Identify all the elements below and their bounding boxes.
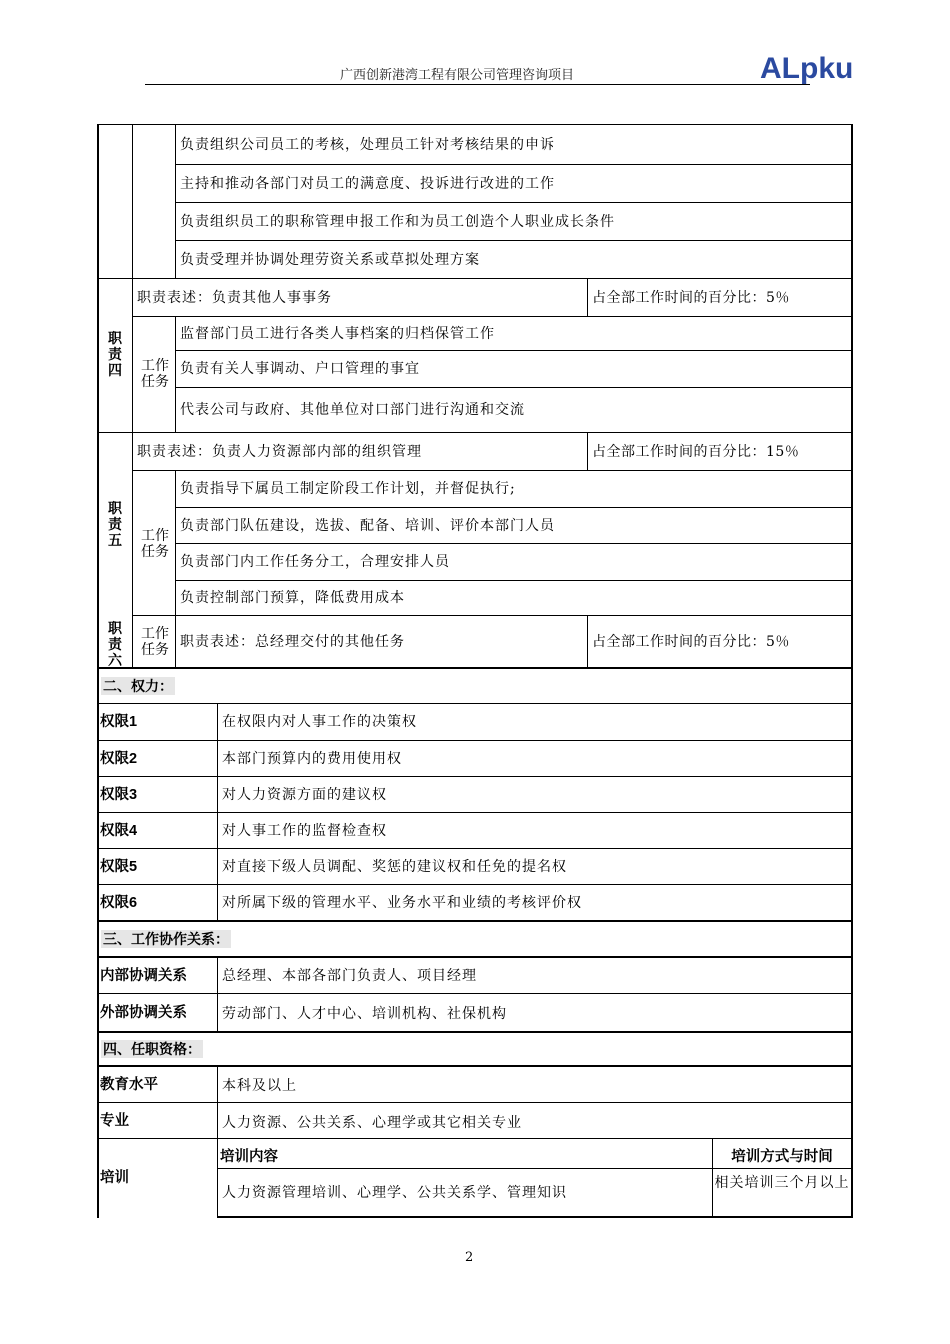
duty5-time-ratio: 占全部工作时间的百分比：15％ bbox=[592, 443, 800, 460]
education-text: 本科及以上 bbox=[222, 1078, 297, 1094]
duty5-task-label: 工作任务 bbox=[141, 528, 169, 560]
authority-label: 权限6 bbox=[100, 894, 138, 911]
duty3-task: 负责组织公司员工的考核，处理员工针对考核结果的申诉 bbox=[180, 136, 555, 153]
authority-text: 本部门预算内的费用使用权 bbox=[222, 750, 402, 767]
duty6-description: 职责表述：总经理交付的其他任务 bbox=[180, 633, 405, 650]
authority-label: 权限3 bbox=[100, 786, 138, 803]
duty4-time-ratio: 占全部工作时间的百分比：5％ bbox=[592, 289, 790, 306]
header-divider bbox=[145, 84, 810, 85]
page-number: 2 bbox=[465, 1250, 474, 1265]
authority-heading-text: 二、权力： bbox=[103, 678, 173, 694]
major-label: 专业 bbox=[100, 1112, 129, 1129]
duty4-task-label: 工作任务 bbox=[141, 358, 169, 390]
external-relations-text: 劳动部门、人才中心、培训机构、社保机构 bbox=[222, 1006, 507, 1022]
authority-text: 在权限内对人事工作的决策权 bbox=[222, 714, 417, 730]
duty4-label: 职责四 bbox=[108, 330, 122, 378]
logo-text: ALpku bbox=[760, 52, 854, 84]
duty3-task: 负责受理并协调处理劳资关系或草拟处理方案 bbox=[180, 251, 480, 268]
authority-label: 权限1 bbox=[100, 714, 138, 730]
external-relations-label: 外部协调关系 bbox=[100, 1004, 187, 1021]
duty4-description: 职责表述：负责其他人事事务 bbox=[137, 289, 332, 306]
relations-heading-text: 三、工作协作关系： bbox=[103, 931, 229, 947]
duty5-task: 负责控制部门预算，降低费用成本 bbox=[180, 590, 405, 606]
company-logo bbox=[760, 50, 870, 84]
duty4-task: 代表公司与政府、其他单位对口部门进行沟通和交流 bbox=[180, 402, 525, 418]
authority-text: 对所属下级的管理水平、业务水平和业绩的考核评价权 bbox=[222, 894, 582, 911]
training-method-text: 相关培训三个月以上 bbox=[714, 1175, 850, 1191]
training-content-header: 培训内容 bbox=[220, 1148, 278, 1165]
duty3-task: 负责组织员工的职称管理申报工作和为员工创造个人职业成长条件 bbox=[180, 213, 615, 230]
qualification-heading bbox=[99, 1033, 399, 1065]
authority-label: 权限2 bbox=[100, 750, 138, 767]
duty4-task: 监督部门员工进行各类人事档案的归档保管工作 bbox=[180, 325, 495, 342]
authority-heading bbox=[99, 669, 399, 703]
duty6-time-ratio: 占全部工作时间的百分比：5％ bbox=[592, 633, 790, 650]
duty4-task: 负责有关人事调动、户口管理的事宜 bbox=[180, 361, 420, 377]
relations-heading bbox=[99, 922, 399, 956]
table-border-right bbox=[851, 124, 853, 1218]
duty5-task: 负责指导下属员工制定阶段工作计划，并督促执行; bbox=[180, 481, 516, 497]
authority-label: 权限4 bbox=[100, 822, 138, 839]
major-text: 人力资源、公共关系、心理学或其它相关专业 bbox=[222, 1115, 522, 1131]
training-label: 培训 bbox=[100, 1170, 129, 1186]
document-header-title: 广西创新港湾工程有限公司管理咨询项目 bbox=[340, 68, 575, 83]
internal-relations-text: 总经理、本部各部门负责人、项目经理 bbox=[222, 967, 477, 984]
duty5-task: 负责部门内工作任务分工，合理安排人员 bbox=[180, 554, 450, 570]
authority-text: 对人力资源方面的建议权 bbox=[222, 786, 387, 803]
duty5-task: 负责部门队伍建设，选拔、配备、培训、评价本部门人员 bbox=[180, 517, 555, 534]
training-method-header: 培训方式与时间 bbox=[731, 1148, 833, 1165]
duty6-label: 职责六 bbox=[108, 620, 122, 668]
duty6-task-label: 工作任务 bbox=[141, 626, 169, 658]
authority-label: 权限5 bbox=[100, 858, 138, 875]
duty5-label: 职责五 bbox=[108, 500, 122, 548]
authority-text: 对人事工作的监督检查权 bbox=[222, 822, 387, 839]
duty5-description: 职责表述：负责人力资源部内部的组织管理 bbox=[137, 443, 422, 460]
col-line bbox=[132, 124, 133, 278]
internal-relations-label: 内部协调关系 bbox=[100, 967, 187, 984]
duty3-task: 主持和推动各部门对员工的满意度、投诉进行改进的工作 bbox=[180, 175, 555, 192]
qualification-heading-text: 四、任职资格： bbox=[103, 1041, 201, 1057]
authority-text: 对直接下级人员调配、奖惩的建议权和任免的提名权 bbox=[222, 858, 567, 875]
row-line bbox=[217, 1216, 853, 1218]
education-label: 教育水平 bbox=[100, 1076, 158, 1093]
training-content-text: 人力资源管理培训、心理学、公共关系学、管理知识 bbox=[222, 1184, 567, 1201]
